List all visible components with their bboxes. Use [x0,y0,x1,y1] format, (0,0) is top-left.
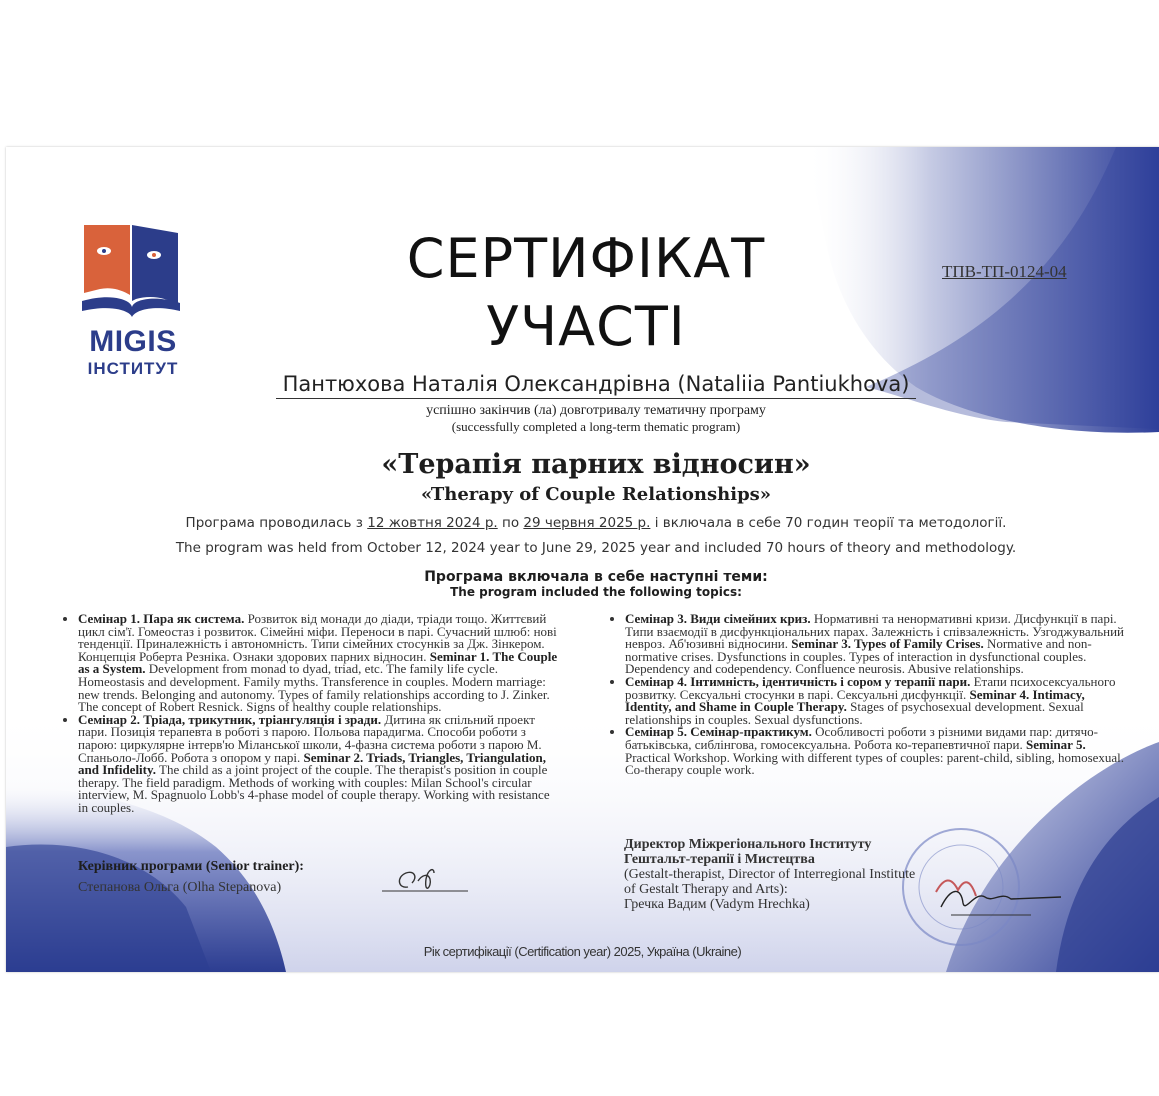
topics-heading-uk: Програма включала в себе наступні теми: [424,569,768,585]
logo-subtitle: ІНСТИТУТ [87,359,179,378]
start-date: 12 жовтня 2024 р. [367,515,498,531]
trainer-label: Керівник програми (Senior trainer): [78,859,304,874]
held-text-2: по [497,515,524,531]
certificate-title-line2: УЧАСТІ [486,295,686,358]
topics-heading-en: The program included the following topics: [450,585,742,599]
seminar-item: • Семінар 2. Тріада, трикутник, тріангуляція і зради. Дитина як спільний проект пари. Позиція терапевта в роботі з парою. Польова парадигма. Способи роботи з парою: циркулярне інтерв'ю Міланської школи, 4-фазна система роботи з парою М. Спаньоло-Лобб. Робота з опором у парі. Seminar 2. Triads, Triangles, Triangulation, and Infidelity. The child as a joint project of the couple. The therapist's position in couple therapy. The field paradigm. Methods of working with couples: Milan School's circular interview, M. Spagnuolo Lobb's 4-phase model of couple therapy. Working with resistance in couples. [78,714,562,815]
held-text-3: і включала в себе 70 годин теорії та методології. [650,515,1007,531]
trainer-signature-icon [378,859,473,899]
director-name: Гречка Вадим (Vadym Hrechka) [624,897,810,912]
certification-footer: Рік сертифікації (Certification year) 2025, Україна (Ukraine) [423,944,742,959]
director-title-en: (Gestalt-therapist, Director of Interregional Institute of Gestalt Therapy and Arts): [624,867,916,897]
end-date: 29 червня 2025 р. [523,515,651,531]
seminar-item: • Семінар 4. Інтимність, ідентичність і сором у терапії пари. Етапи психосексуального розвитку. Сексуальні стосунки в парі. Сексуальні дисфункції. Seminar 4. Intimacy, Identity, and Shame in Couple Therapy. Stages of psychosexual development. Sexual relationships in couples. Sexual dysfunctions. [625,676,1129,726]
certificate-title-line1: СЕРТИФІКАТ [406,227,766,290]
program-title-uk: «Терапія парних відносин» [381,449,811,480]
program-dates-uk [146,515,1046,531]
program-title-en: «Therapy of Couple Relationships» [420,484,772,505]
director-title-uk: Директор Міжрегіонального Інституту Гештальт-терапії і Мистецтва [624,837,872,867]
director-signature-icon [931,877,1071,927]
held-text-1: Програма проводилась з [185,515,368,531]
trainer-name: Степанова Ольга (Olha Stepanova) [78,880,282,895]
completed-en: (successfully completed a long-term thematic program) [451,419,741,434]
certificate-code: ТПВ-ТП-0124-04 [942,262,1067,281]
seminar-item: • Семінар 1. Пара як система. Розвиток від монади до діади, тріади тощо. Життєвий цикл сім'ї. Гомеостаз і розвиток. Сімейні міфи. Переноси в парі. Сучасний шлюб: нові тенденції. Приналежність і автономність. Типи сімейних стосунків за Дж. Зінкером. Концепція Роберта Резніка. Ознаки здорових парних відносин. Seminar 1. The Couple as a System. Development from monad to dyad, triad, etc. The family life cycle. Homeostasis and development. Family myths. Transference in couples. Modern marriage: new trends. Belonging and autonomy. Types of family relationships according to J. Zinker. The concept of Robert Resnick. Signs of healthy couple relationships. [78,613,562,714]
seminars-right-column [609,613,1129,777]
director-block [624,837,924,912]
logo-name: MIGIS [89,325,177,358]
seminars-left-column [62,613,562,815]
seminar-item: • Семінар 5. Семінар-практикум. Особливості роботи з різними видами пар: дитячо-батьківська, сиблінгова, гомосексуальна. Робота ко-терапевтичної пари. Seminar 5. Practical Workshop. Working with different types of couples: parent-child, sibling, homosexual. Co-therapy couple work. [625,726,1129,776]
completed-uk: успішно закінчив (ла) довготривалу тематичну програму [426,403,766,418]
certificate [6,147,1159,972]
participant-name: Пантюхова Наталія Олександрівна (Nataliia Pantiukhova) [276,372,916,399]
seminar-item: • Семінар 3. Види сімейних криз. Нормативні та ненормативні кризи. Дисфункції в парі. Типи взаємодії в дисфункціональних парах. Залежність і співзалежність. Узгоджувальний невроз. Аб'юзивні відносини. Seminar 3. Types of Family Crises. Normative and non-normative crises. Dysfunctions in couples. Types of interaction in dysfunctional couples. Dependency and codependency. Confluence neurosis. Abusive relationships. [625,613,1129,676]
program-dates-en: The program was held from October 12, 2024 year to June 29, 2025 year and included 70 hours of theory and methodology. [175,540,1017,556]
